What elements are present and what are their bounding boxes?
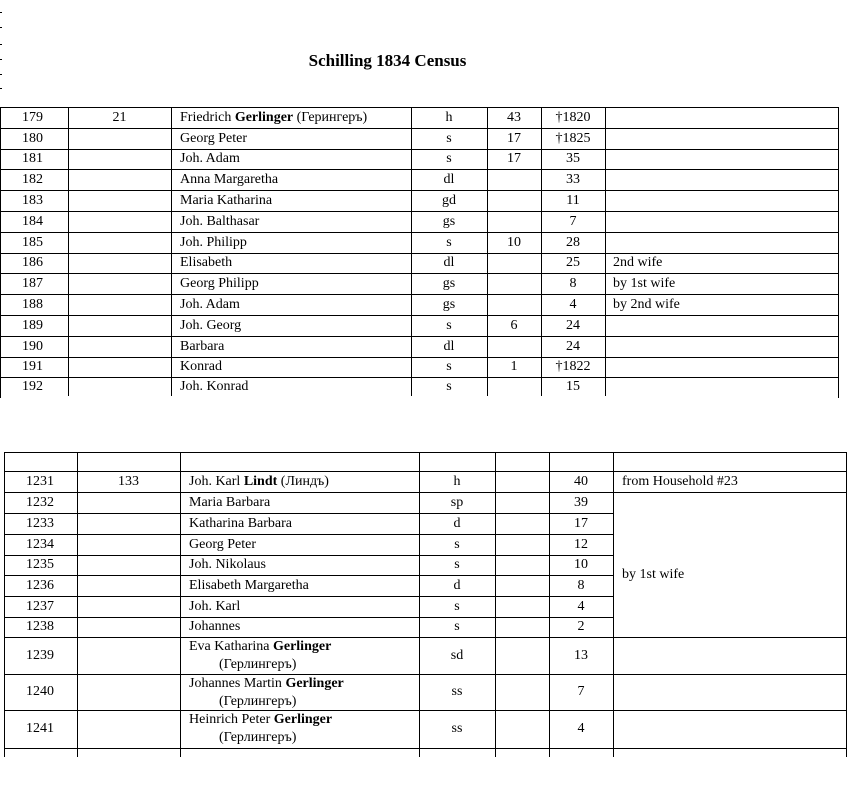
- relationship: d: [453, 578, 461, 593]
- given-name: Georg Peter: [180, 131, 247, 146]
- name-cell: [180, 151, 411, 167]
- age-1816: 1: [510, 359, 518, 374]
- age-1834: 7: [577, 684, 585, 699]
- row-divider: [605, 273, 839, 274]
- relationship: s: [454, 599, 460, 614]
- row-divider: [0, 336, 606, 337]
- column-divider: [77, 452, 78, 757]
- record-number: 192: [22, 379, 43, 394]
- household-number: 133: [118, 474, 139, 489]
- note: 2nd wife: [613, 255, 663, 270]
- age-1816: 6: [510, 318, 518, 333]
- row-divider: [0, 128, 606, 129]
- row-divider: [4, 555, 614, 556]
- relationship: dl: [443, 255, 455, 270]
- row-divider: [613, 748, 847, 749]
- surname: Gerlinger: [285, 676, 344, 691]
- record-number: 1241: [26, 721, 54, 736]
- note: by 2nd wife: [613, 297, 680, 312]
- age-1834: 7: [569, 214, 577, 229]
- row-divider: [4, 513, 614, 514]
- row-divider: [0, 294, 606, 295]
- note-household: from Household #23: [622, 474, 738, 489]
- given-name: Joh. Balthasar: [180, 214, 260, 229]
- age-1834: 4: [577, 721, 585, 736]
- row-divider: [605, 336, 839, 337]
- row-divider: [605, 357, 839, 358]
- name-cell: [180, 172, 411, 188]
- surname: Gerlinger: [272, 639, 332, 654]
- row-divider: [613, 674, 847, 675]
- page-title: Schilling 1834 Census: [308, 51, 467, 70]
- relationship: sd: [450, 648, 464, 663]
- surname: Lindt: [243, 474, 278, 489]
- column-divider: [495, 452, 496, 757]
- name-cell: [189, 495, 419, 511]
- row-divider: [0, 377, 606, 378]
- row-divider: [0, 169, 606, 170]
- relationship: s: [454, 537, 460, 552]
- record-number: 1233: [26, 516, 54, 531]
- given-name: Joh. Philipp: [180, 235, 247, 250]
- name-cell: [180, 339, 411, 355]
- given-name: Joh. Konrad: [180, 379, 249, 394]
- surname-cyrillic: (Герлингеръ): [219, 694, 297, 709]
- age-1834: 17: [574, 516, 588, 531]
- name-cell: [189, 711, 419, 747]
- relationship: dl: [443, 339, 455, 354]
- given-name: Katharina Barbara: [189, 516, 292, 531]
- age-1816: 17: [507, 131, 521, 146]
- name-cell: [189, 474, 419, 490]
- column-divider: [613, 452, 614, 757]
- given-name: Joh. Nikolaus: [189, 557, 266, 572]
- note: by 1st wife: [613, 276, 676, 291]
- row-divider: [613, 492, 847, 493]
- age-1834: 40: [574, 474, 588, 489]
- record-number: 191: [22, 359, 43, 374]
- record-number: 1238: [26, 619, 54, 634]
- name-cell: [180, 379, 411, 395]
- age-1834: 24: [566, 339, 580, 354]
- row-divider: [0, 357, 606, 358]
- age-1834: †1822: [555, 359, 591, 374]
- row-divider: [605, 169, 839, 170]
- row-divider: [605, 149, 839, 150]
- record-number: 1240: [26, 684, 54, 699]
- row-divider: [4, 492, 614, 493]
- record-number: 1235: [26, 557, 54, 572]
- column-divider: [0, 107, 1, 398]
- relationship: s: [446, 359, 452, 374]
- relationship: gs: [442, 297, 456, 312]
- age-1834: 4: [577, 599, 585, 614]
- age-1816: 43: [507, 110, 521, 125]
- name-cell: [180, 359, 411, 375]
- age-1834: 35: [566, 151, 580, 166]
- name-cell: [189, 619, 419, 635]
- given-name: Joh. Adam: [180, 151, 240, 166]
- age-1834: 28: [566, 235, 580, 250]
- name-cell: [180, 297, 411, 313]
- given-name: Maria Barbara: [189, 495, 271, 510]
- column-divider: [4, 452, 5, 757]
- given-name: Joh. Karl: [189, 474, 244, 489]
- record-number: 182: [22, 172, 43, 187]
- relationship: s: [446, 318, 452, 333]
- given-name: Georg Philipp: [180, 276, 259, 291]
- row-divider: [0, 315, 606, 316]
- given-name: Johannes: [189, 619, 241, 634]
- row-divider: [605, 294, 839, 295]
- relationship: sp: [450, 495, 464, 510]
- given-name: Konrad: [180, 359, 222, 374]
- note-by-first-wife: by 1st wife: [622, 567, 685, 582]
- given-name: Heinrich Peter: [189, 712, 274, 727]
- name-cell: [180, 193, 411, 209]
- given-name: Joh. Karl: [189, 599, 241, 614]
- given-name: Johannes Martin: [189, 676, 286, 691]
- row-divider: [0, 149, 606, 150]
- given-name: Elisabeth Margaretha: [189, 578, 309, 593]
- relationship: d: [453, 516, 461, 531]
- given-name: Anna Margaretha: [180, 172, 279, 187]
- row-divider: [4, 452, 847, 453]
- record-number: 1234: [26, 537, 54, 552]
- age-1816: 17: [507, 151, 521, 166]
- age-1834: 15: [566, 379, 580, 394]
- record-number: 1232: [26, 495, 54, 510]
- scan-margin-marks: [0, 0, 2, 100]
- given-name: Barbara: [180, 339, 225, 354]
- age-1834: 33: [566, 172, 580, 187]
- record-number: 187: [22, 276, 43, 291]
- record-number: 179: [22, 110, 43, 125]
- relationship: s: [454, 619, 460, 634]
- name-cell: [189, 675, 419, 711]
- relationship: ss: [451, 721, 463, 736]
- name-cell: [180, 255, 411, 271]
- age-1834: 2: [577, 619, 585, 634]
- row-divider: [0, 273, 606, 274]
- relationship: gs: [442, 276, 456, 291]
- row-divider: [605, 253, 839, 254]
- age-1834: 10: [574, 557, 588, 572]
- relationship: dl: [443, 172, 455, 187]
- row-divider: [4, 575, 614, 576]
- record-number: 190: [22, 339, 43, 354]
- age-1834: 24: [566, 318, 580, 333]
- record-number: 185: [22, 235, 43, 250]
- name-cell: [180, 235, 411, 251]
- name-cell: [189, 516, 419, 532]
- name-cell: [180, 318, 411, 334]
- row-divider: [0, 211, 606, 212]
- given-name: Friedrich: [180, 110, 235, 125]
- relationship: h: [445, 110, 453, 125]
- row-divider: [605, 128, 839, 129]
- given-name: Joh. Adam: [180, 297, 240, 312]
- age-1816: 10: [507, 235, 521, 250]
- age-1834: 39: [574, 495, 588, 510]
- row-divider: [4, 617, 614, 618]
- age-1834: 8: [569, 276, 577, 291]
- row-divider: [4, 596, 614, 597]
- record-number: 180: [22, 131, 43, 146]
- name-cell: [189, 557, 419, 573]
- row-divider: [4, 748, 614, 749]
- surname-cyrillic: (Герлингеръ): [219, 657, 297, 672]
- row-divider: [0, 190, 606, 191]
- column-divider: [68, 107, 69, 396]
- column-divider: [838, 107, 839, 398]
- row-divider: [605, 232, 839, 233]
- name-cell: [180, 110, 411, 126]
- age-1834: 11: [566, 193, 580, 208]
- row-divider: [613, 710, 847, 711]
- relationship: s: [446, 131, 452, 146]
- name-cell: [180, 131, 411, 147]
- age-1834: 12: [574, 537, 588, 552]
- age-1834: 4: [569, 297, 577, 312]
- relationship: s: [454, 557, 460, 572]
- row-divider: [4, 471, 614, 472]
- row-divider: [605, 377, 839, 378]
- name-cell: [189, 599, 419, 615]
- age-1834: 25: [566, 255, 580, 270]
- record-number: 181: [22, 151, 43, 166]
- row-divider: [605, 190, 839, 191]
- relationship: s: [446, 151, 452, 166]
- record-number: 184: [22, 214, 43, 229]
- relationship: ss: [451, 684, 463, 699]
- surname: Gerlinger: [273, 712, 333, 727]
- name-cell: [189, 578, 419, 594]
- record-number: 1231: [26, 474, 54, 489]
- row-divider: [0, 107, 839, 108]
- record-number: 186: [22, 255, 43, 270]
- given-name: Eva Katharina: [189, 639, 273, 654]
- name-cell: [180, 276, 411, 292]
- row-divider: [605, 315, 839, 316]
- record-number: 1236: [26, 578, 54, 593]
- name-cell: [180, 214, 411, 230]
- column-divider: [846, 452, 847, 757]
- row-divider: [0, 253, 606, 254]
- given-name: Maria Katharina: [180, 193, 273, 208]
- given-name: Elisabeth: [180, 255, 233, 270]
- surname: Gerlinger: [234, 110, 294, 125]
- row-divider: [613, 637, 847, 638]
- record-number: 1237: [26, 599, 54, 614]
- relationship: s: [446, 235, 452, 250]
- record-number: 189: [22, 318, 43, 333]
- row-divider: [613, 471, 847, 472]
- given-name: Georg Peter: [189, 537, 256, 552]
- relationship: gd: [442, 193, 456, 208]
- surname-cyrillic: (Герлингеръ): [219, 730, 297, 745]
- name-cell: [189, 537, 419, 553]
- relationship: h: [453, 474, 461, 489]
- age-1834: †1820: [555, 110, 591, 125]
- name-cell: [189, 638, 419, 674]
- given-name: Joh. Georg: [180, 318, 242, 333]
- column-divider: [180, 452, 181, 757]
- row-divider: [0, 232, 606, 233]
- relationship: gs: [442, 214, 456, 229]
- column-divider: [171, 107, 172, 396]
- record-number: 188: [22, 297, 43, 312]
- record-number: 183: [22, 193, 43, 208]
- column-divider: [605, 107, 606, 396]
- household-number: 21: [112, 110, 127, 125]
- relationship: s: [446, 379, 452, 394]
- surname-cyrillic: (Линдъ): [277, 474, 329, 489]
- age-1834: 8: [577, 578, 585, 593]
- age-1834: †1825: [555, 131, 591, 146]
- surname-cyrillic: (Герингеръ): [293, 110, 368, 125]
- age-1834: 13: [574, 648, 588, 663]
- row-divider: [4, 534, 614, 535]
- record-number: 1239: [26, 648, 54, 663]
- row-divider: [605, 211, 839, 212]
